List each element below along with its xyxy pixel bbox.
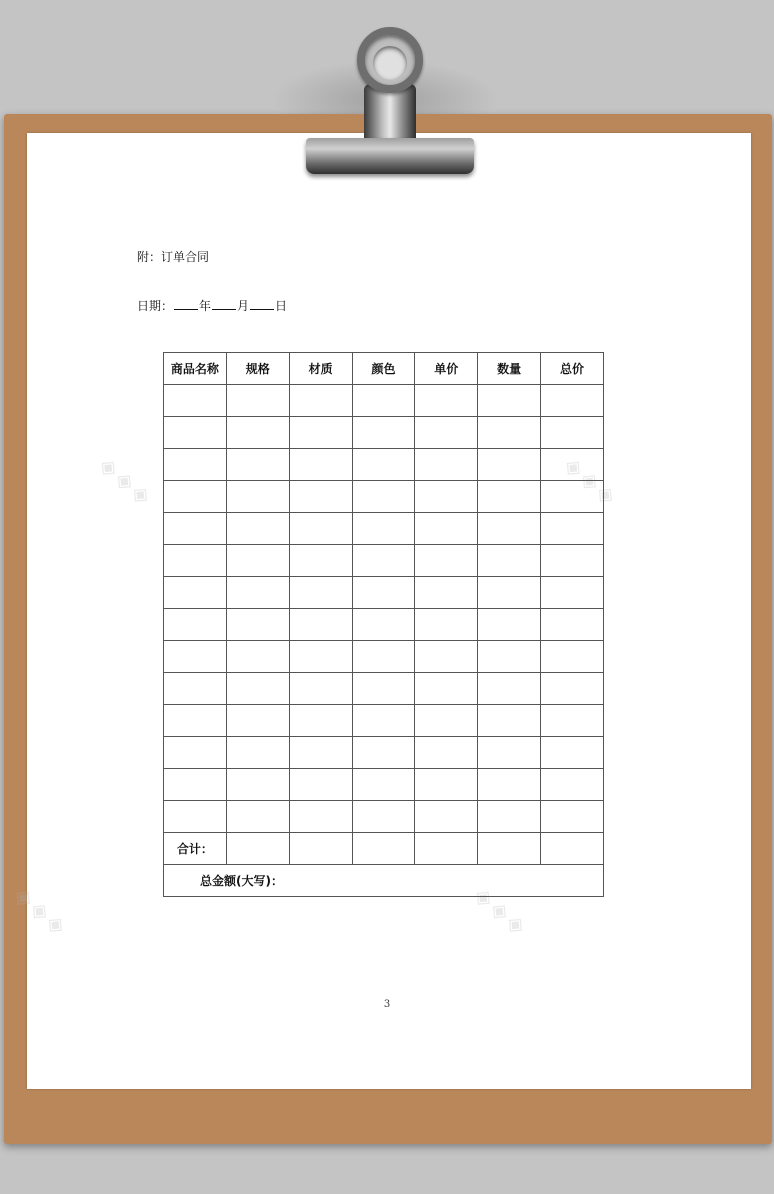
table-cell [164, 673, 227, 705]
table-cell [226, 705, 289, 737]
table-cell [415, 513, 478, 545]
table-cell [541, 737, 604, 769]
table-cell [415, 577, 478, 609]
table-cell [541, 769, 604, 801]
table-cell [478, 705, 541, 737]
table-cell [226, 577, 289, 609]
table-cell [478, 609, 541, 641]
table-cell [478, 385, 541, 417]
table-cell [289, 577, 352, 609]
subtotal-row [164, 833, 604, 865]
order-table [163, 352, 604, 897]
table-cell [352, 385, 415, 417]
table-cell [164, 417, 227, 449]
header-color: 颜色 [352, 353, 415, 385]
table-cell [478, 641, 541, 673]
table-cell [478, 513, 541, 545]
table-cell [415, 417, 478, 449]
table-cell [541, 513, 604, 545]
table-cell [541, 705, 604, 737]
clip-ring-hole [373, 46, 407, 80]
table-row [164, 513, 604, 545]
table-cell [352, 481, 415, 513]
table-cell [541, 481, 604, 513]
table-cell [541, 449, 604, 481]
table-cell [226, 641, 289, 673]
table-cell [415, 481, 478, 513]
table-cell [226, 833, 289, 865]
table-body [164, 385, 604, 833]
table-cell [541, 385, 604, 417]
table-cell [226, 769, 289, 801]
header-unit-price: 单价 [415, 353, 478, 385]
table-cell [226, 513, 289, 545]
watermark: ◈◈◈ [469, 882, 534, 943]
year-label: 年 [199, 299, 212, 313]
table-cell [478, 769, 541, 801]
table-cell [415, 705, 478, 737]
binder-clip-plate [306, 138, 474, 174]
table-cell [226, 449, 289, 481]
table-row [164, 385, 604, 417]
table-cell [352, 801, 415, 833]
table-cell [289, 801, 352, 833]
table-cell [289, 641, 352, 673]
table-cell [289, 385, 352, 417]
table-cell [541, 673, 604, 705]
table-cell [478, 673, 541, 705]
table-cell [164, 481, 227, 513]
table-cell [415, 737, 478, 769]
watermark: ◈◈◈ [9, 882, 74, 943]
table-row [164, 641, 604, 673]
table-cell [226, 673, 289, 705]
table-cell [541, 833, 604, 865]
month-blank [212, 299, 236, 310]
table-cell [289, 737, 352, 769]
table-cell [164, 705, 227, 737]
table-row [164, 417, 604, 449]
table-cell [164, 449, 227, 481]
table-cell [541, 801, 604, 833]
table-cell [226, 609, 289, 641]
table-cell [478, 577, 541, 609]
table-cell [352, 449, 415, 481]
date-line [137, 297, 287, 314]
table-header-row [164, 353, 604, 385]
table-row [164, 449, 604, 481]
table-cell [352, 673, 415, 705]
table-cell [226, 385, 289, 417]
table-cell [289, 545, 352, 577]
table-row [164, 705, 604, 737]
table-cell [164, 801, 227, 833]
table-cell [478, 449, 541, 481]
table-cell [164, 769, 227, 801]
table-row [164, 801, 604, 833]
table-cell [226, 801, 289, 833]
table-cell [415, 641, 478, 673]
table-cell [164, 545, 227, 577]
table-row [164, 769, 604, 801]
header-spec: 规格 [226, 353, 289, 385]
table-cell [352, 641, 415, 673]
table-cell [164, 641, 227, 673]
table-cell [352, 577, 415, 609]
table-cell [289, 513, 352, 545]
table-cell [226, 481, 289, 513]
table-cell [541, 417, 604, 449]
table-cell [478, 801, 541, 833]
table-cell [415, 769, 478, 801]
header-product-name: 商品名称 [164, 353, 227, 385]
table-cell [164, 577, 227, 609]
table-cell [289, 705, 352, 737]
table-cell [164, 513, 227, 545]
table-cell [478, 417, 541, 449]
month-label: 月 [237, 299, 250, 313]
table-cell [352, 417, 415, 449]
table-cell [478, 737, 541, 769]
header-quantity: 数量 [478, 353, 541, 385]
day-label: 日 [275, 299, 288, 313]
day-blank [250, 299, 274, 310]
table-cell [289, 833, 352, 865]
table-cell [352, 705, 415, 737]
table-cell [226, 417, 289, 449]
table-cell [164, 609, 227, 641]
clip-neck [364, 84, 416, 144]
attachment-label: 附：订单合同 [137, 250, 210, 264]
date-prefix: 日期： [137, 299, 174, 313]
table-cell [352, 609, 415, 641]
table-cell [289, 769, 352, 801]
table-row [164, 609, 604, 641]
header-material: 材质 [289, 353, 352, 385]
table-cell [352, 545, 415, 577]
table-cell [415, 545, 478, 577]
table-cell [415, 833, 478, 865]
table-cell [415, 385, 478, 417]
table-cell [352, 737, 415, 769]
table-cell [415, 609, 478, 641]
page-number: 3 [383, 999, 391, 1010]
table-cell [541, 609, 604, 641]
table-row [164, 577, 604, 609]
watermark: ◈◈◈ [559, 452, 624, 513]
table-cell [541, 641, 604, 673]
table-cell [289, 609, 352, 641]
grand-total-row [164, 865, 604, 897]
table-cell [478, 545, 541, 577]
table-row [164, 545, 604, 577]
table-cell [352, 513, 415, 545]
watermark: ◈◈◈ [94, 452, 159, 513]
table-cell [289, 449, 352, 481]
table-cell [352, 833, 415, 865]
table-cell [289, 417, 352, 449]
table-cell [478, 481, 541, 513]
table-cell [164, 737, 227, 769]
table-cell [289, 673, 352, 705]
table-cell [164, 385, 227, 417]
table-cell [541, 545, 604, 577]
table-row [164, 737, 604, 769]
table-row [164, 673, 604, 705]
table-cell [415, 449, 478, 481]
subtotal-label: 合计： [164, 833, 227, 865]
table-cell [415, 801, 478, 833]
table-cell [415, 673, 478, 705]
table-cell [352, 769, 415, 801]
table-cell [478, 833, 541, 865]
table-cell [541, 577, 604, 609]
year-blank [174, 299, 198, 310]
grand-total-label: 总金额(大写)： [164, 865, 604, 897]
table-cell [289, 481, 352, 513]
header-total-price: 总价 [541, 353, 604, 385]
table-cell [226, 545, 289, 577]
table-row [164, 481, 604, 513]
table-cell [226, 737, 289, 769]
